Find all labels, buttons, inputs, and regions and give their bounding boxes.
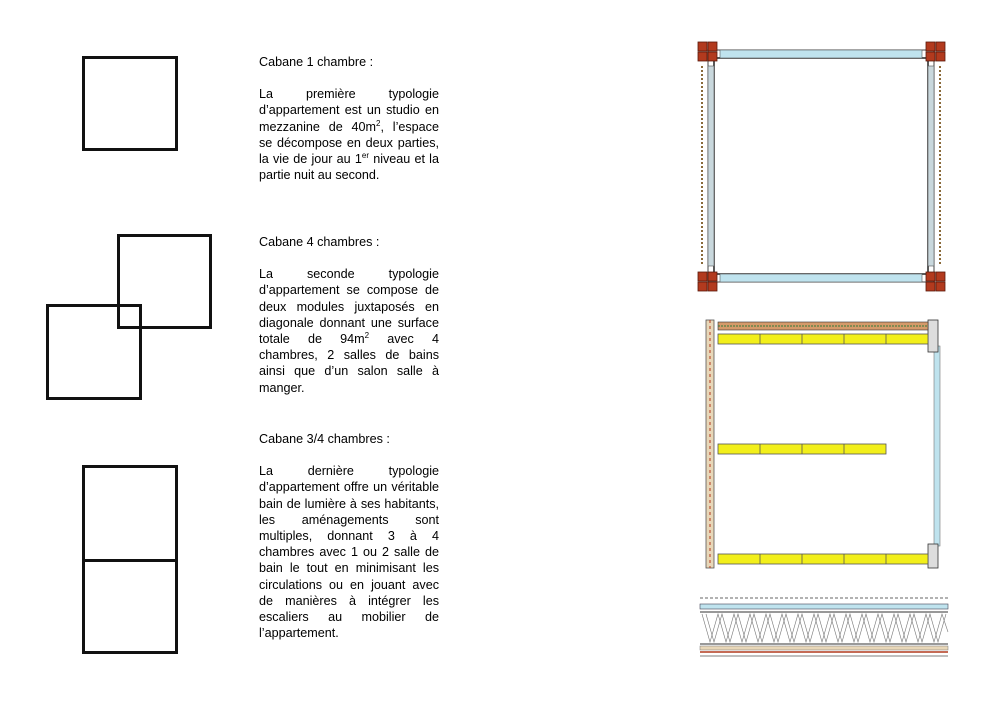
schema-3-4-bedrooms-square-bottom <box>82 559 178 654</box>
section-3-4-bedrooms <box>259 431 439 641</box>
corner-post-top-right <box>926 42 945 61</box>
schema-1-bedroom-square <box>82 56 178 151</box>
schema-3-4-bedrooms-square-top <box>82 465 178 562</box>
beam-top <box>718 334 928 344</box>
beam-middle <box>718 444 886 454</box>
truss-lattice <box>702 614 948 642</box>
section-1-bedroom <box>259 54 439 183</box>
section-4-bedrooms <box>259 234 439 396</box>
section-title: Cabane 4 chambres : <box>259 235 380 249</box>
section-text: La dernière typologie d’appartement offre un véritable bain de lumière à ses habitants, les aménagements sont multiples, donnant 3 à 4 chambres avec 1 ou 2 salle de bain le tout en minimisant les circulations ou en jouant avec de manières à intégrer les escaliers au mobilier de l’appartement. <box>259 464 439 641</box>
beam-bottom <box>718 554 928 564</box>
section-drawing <box>700 316 950 572</box>
floor-plan-drawing <box>690 36 955 298</box>
section-title: Cabane 1 chambre : <box>259 55 374 69</box>
section-title: Cabane 3/4 chambres : <box>259 432 390 446</box>
schema-4-bedrooms-square-bottom <box>46 304 142 400</box>
section-text: La première typologie d’appartement est un studio en mezzanine de $40m^2$, l’espace se décompose en deux parties, la vie de jour au 1er niveau et la partie nuit au second. <box>259 87 439 183</box>
section-text: La seconde typologie d’appartement se compose de deux modules juxtaposés en diagonale donnant une surface totale de $94m^2$ avec 4 chambres, 2 salles de bains ainsi que d’un salon salle à manger. <box>259 267 439 395</box>
construction-detail-drawing <box>698 592 952 662</box>
